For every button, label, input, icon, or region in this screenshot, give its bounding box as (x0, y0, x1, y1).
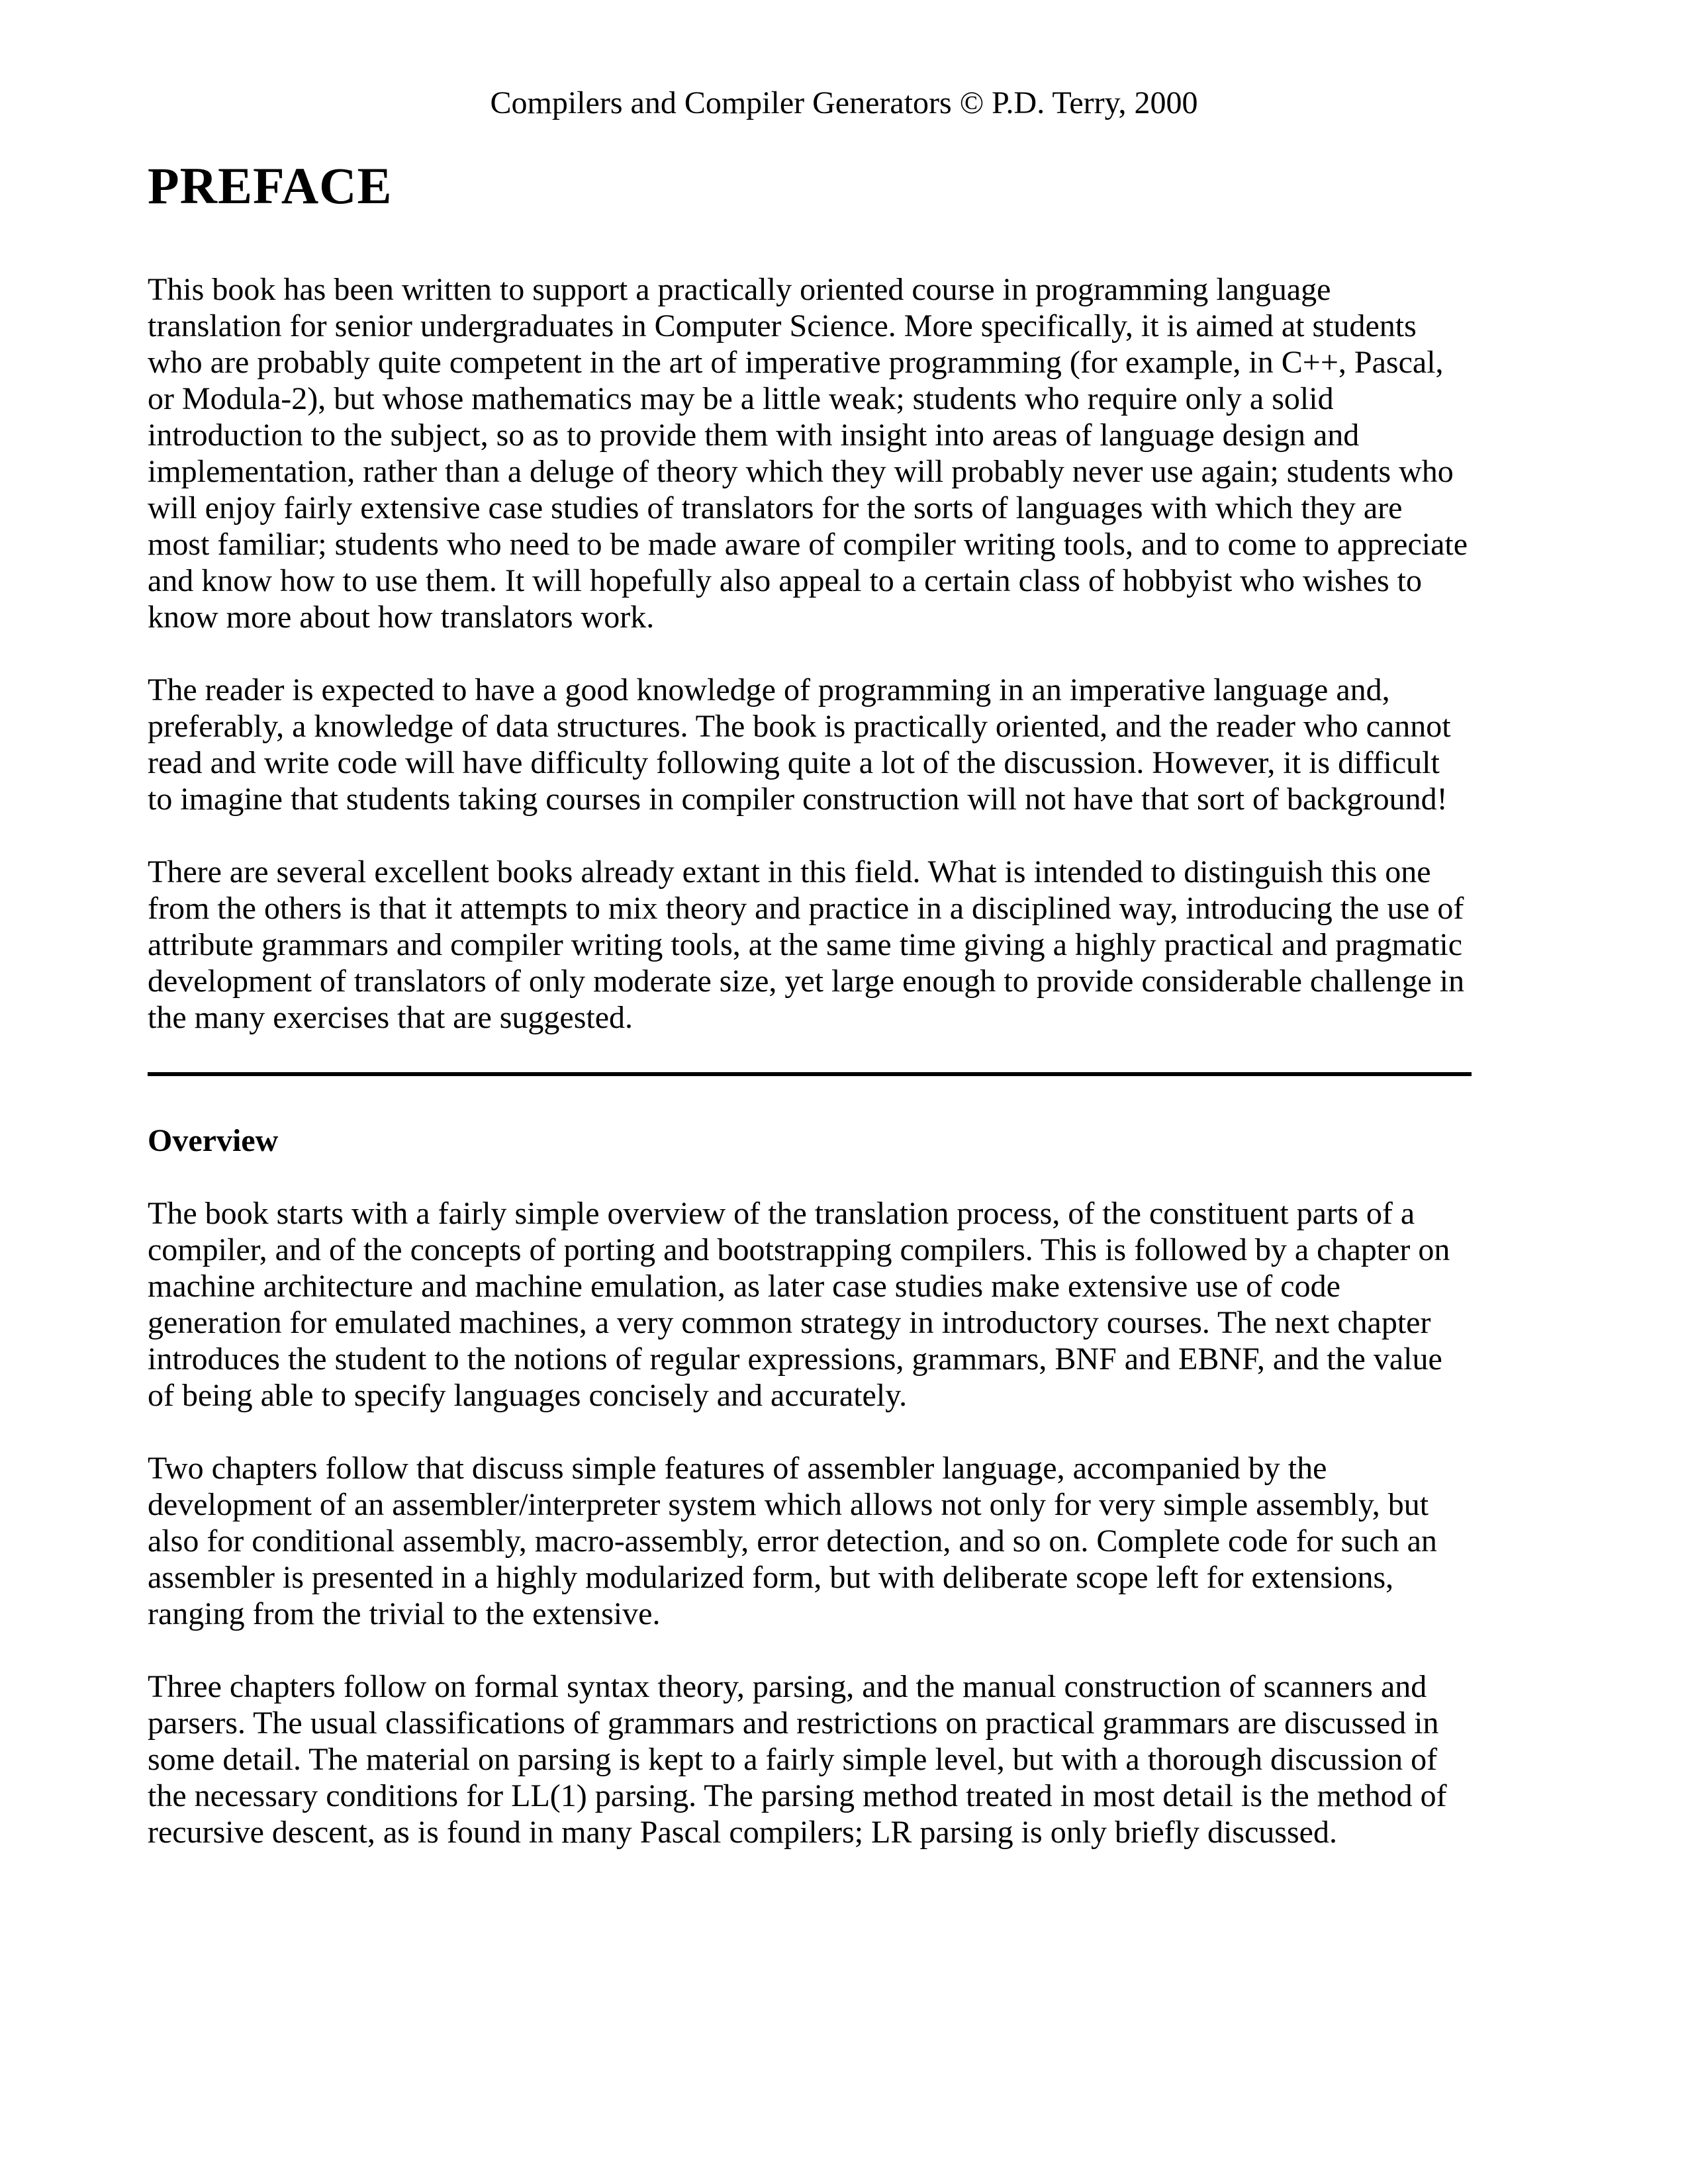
preface-paragraph-2: The reader is expected to have a good knowledge of programming in an imperative language and, preferably, a knowledge of data structures. The book is practically oriented, and the reader who cannot read and write code will have difficulty following quite a lot of the discussion. However, it is difficult to imagine that students taking courses in compiler construction will not have that sort of background! (148, 672, 1451, 817)
overview-section (148, 1122, 1472, 1850)
overview-paragraph-2: Two chapters follow that discuss simple features of assembler language, accompanied by the development of an assembler/interpreter system which allows not only for very simple assembly, but also for conditional assembly, macro-assembly, error detection, and so on. Complete code for such an assembler is presented in a highly modularized form, but with deliberate scope left for extensions, ranging from the trivial to the extensive. (148, 1451, 1437, 1631)
section-heading-overview: Overview (148, 1123, 279, 1158)
overview-paragraph-1: The book starts with a fairly simple overview of the translation process, of the constituent parts of a compiler, and of the concepts of porting and bootstrapping compilers. This is followed by a chapter on machine architecture and machine emulation, as later case studies make extensive use of code generation for emulated machines, a very common strategy in introductory courses. The next chapter introduces the student to the notions of regular expressions, grammars, BNF and EBNF, and the value of being able to specify languages concisely and accurately. (148, 1196, 1450, 1413)
chapter-title: PREFACE (148, 157, 393, 214)
horizontal-rule (148, 1072, 1472, 1076)
overview-paragraph-3: Three chapters follow on formal syntax theory, parsing, and the manual construction of scanners and parsers. The usual classifications of grammars and restrictions on practical grammars are discussed in some detail. The material on parsing is kept to a fairly simple level, but with a thorough discussion of the necessary conditions for LL(1) parsing. The parsing method treated in most detail is the method of recursive descent, as is found in many Pascal compilers; LR parsing is only briefly discussed. (148, 1669, 1447, 1850)
preface-paragraph-3: There are several excellent books already extant in this field. What is intended to distinguish this one from the others is that it attempts to mix theory and practice in a disciplined way, introducing the use of attribute grammars and compiler writing tools, at the same time giving a highly practical and pragmatic development of translators of only moderate size, yet large enough to provide considerable challenge in the many exercises that are suggested. (148, 854, 1465, 1035)
page-content (148, 156, 1472, 1887)
preface-section (148, 271, 1472, 1036)
running-header: Compilers and Compiler Generators © P.D. Terry, 2000 (490, 85, 1198, 120)
preface-paragraph-1: This book has been written to support a practically oriented course in programming language translation for senior undergraduates in Computer Science. More specifically, it is aimed at students who are probably quite competent in the art of imperative programming (for example, in C++, Pascal, or Modula-2), but whose mathematics may be a little weak; students who require only a solid introduction to the subject, so as to provide them with insight into areas of language design and implementation, rather than a deluge of theory which they will probably never use again; students who will enjoy fairly extensive case studies of translators for the sorts of languages with which they are most familiar; students who need to be made aware of compiler writing tools, and to come to appreciate and know how to use them. It will hopefully also appeal to a certain class of hobbyist who wishes to know more about how translators work. (148, 272, 1468, 635)
